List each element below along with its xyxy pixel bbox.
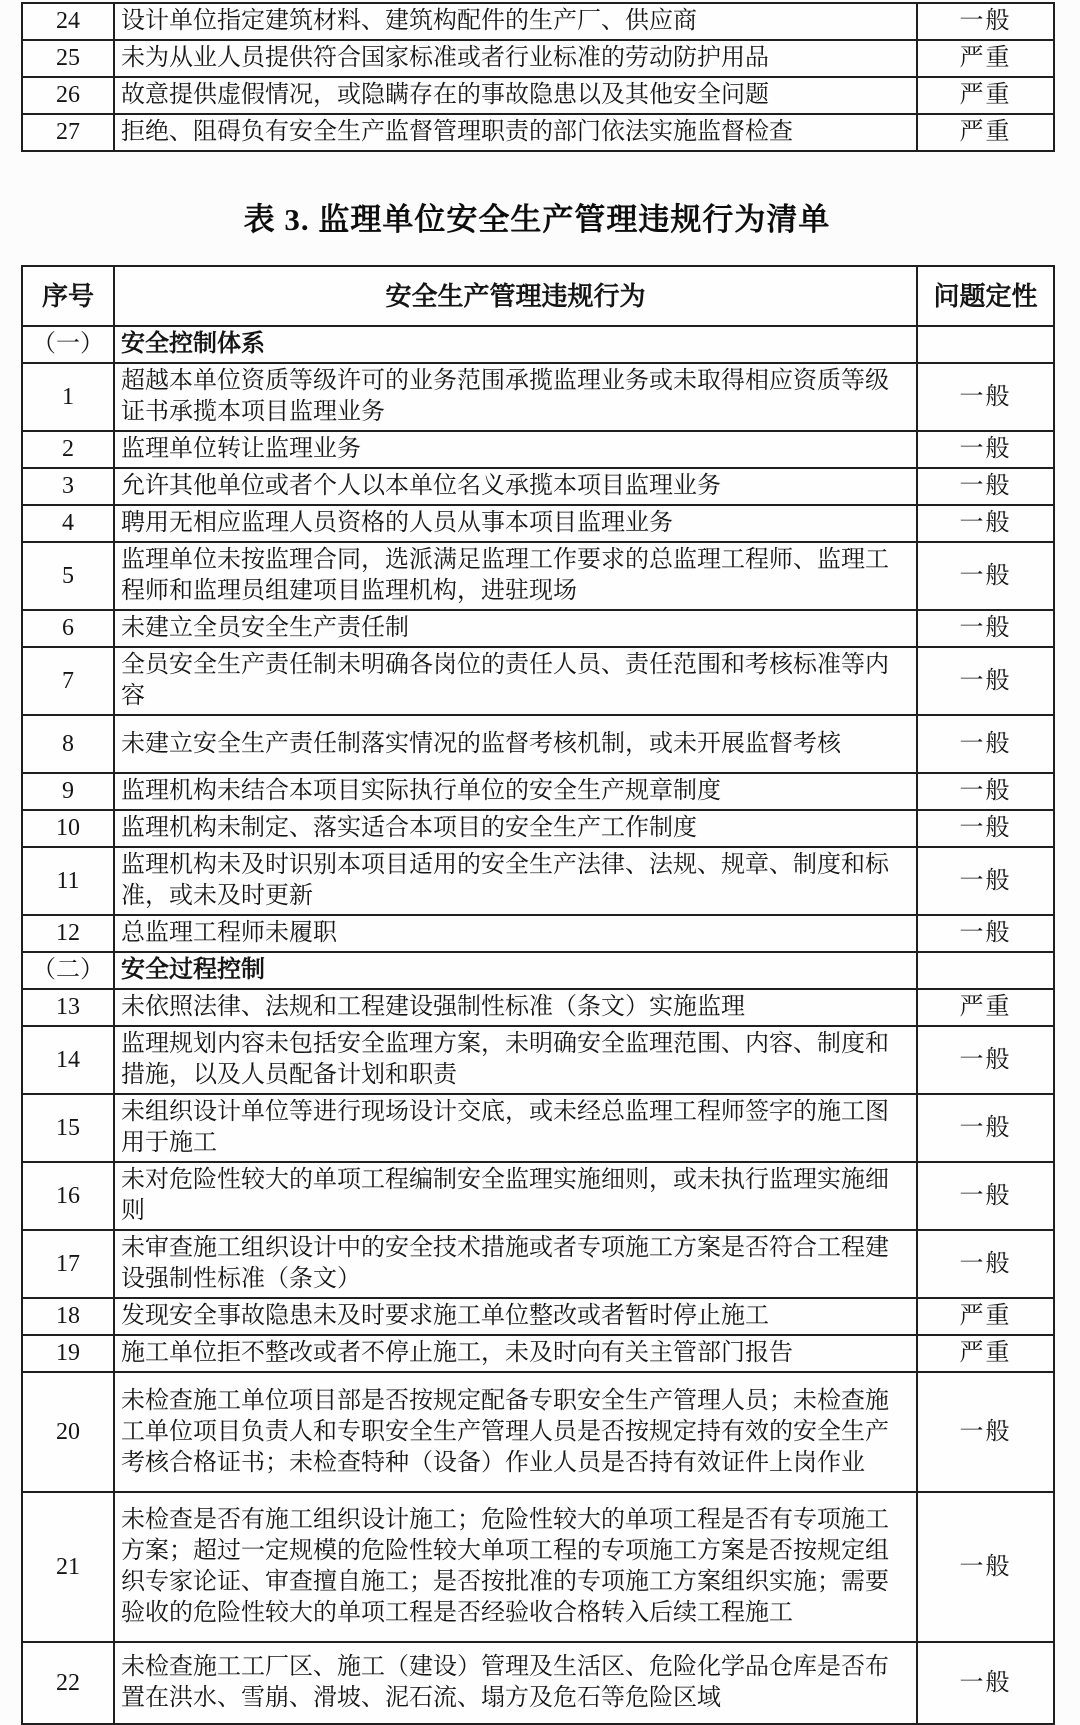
severity-cell: 严重 <box>917 114 1054 151</box>
table-row <box>22 1372 1054 1492</box>
table-row <box>22 610 1054 647</box>
behavior-cell: 安全控制体系 <box>114 326 917 363</box>
table-row <box>22 1162 1054 1230</box>
header-violation-behavior: 安全生产管理违规行为 <box>114 266 917 326</box>
header-serial-number: 序号 <box>22 266 114 326</box>
behavior-cell: 安全过程控制 <box>114 952 917 989</box>
behavior-cell: 监理机构未及时识别本项目适用的安全生产法律、法规、规章、制度和标准，或未及时更新 <box>114 847 917 915</box>
table-row <box>22 647 1054 715</box>
severity-cell: 一般 <box>917 3 1054 40</box>
severity-cell: 一般 <box>917 468 1054 505</box>
behavior-cell: 未建立安全生产责任制落实情况的监督考核机制，或未开展监督考核 <box>114 715 917 773</box>
behavior-cell: 未检查施工工厂区、施工（建设）管理及生活区、危险化学品仓库是否布置在洪水、雪崩、滑坡、泥石流、塌方及危石等危险区域 <box>114 1642 917 1724</box>
behavior-cell: 未组织设计单位等进行现场设计交底，或未经总监理工程师签字的施工图用于施工 <box>114 1094 917 1162</box>
table-row <box>22 847 1054 915</box>
section-row <box>22 952 1054 989</box>
table3-violation-table <box>21 265 1055 1725</box>
serial-cell: 21 <box>22 1492 114 1642</box>
serial-cell: 18 <box>22 1298 114 1335</box>
behavior-cell: 监理单位转让监理业务 <box>114 431 917 468</box>
behavior-cell: 允许其他单位或者个人以本单位名义承揽本项目监理业务 <box>114 468 917 505</box>
severity-cell: 一般 <box>917 1230 1054 1298</box>
severity-cell: 一般 <box>917 810 1054 847</box>
header-problem-severity: 问题定性 <box>917 266 1054 326</box>
severity-cell: 一般 <box>917 647 1054 715</box>
table-row <box>22 114 1054 151</box>
serial-cell: 26 <box>22 77 114 114</box>
severity-cell: 一般 <box>917 1094 1054 1162</box>
table-row <box>22 1642 1054 1724</box>
serial-cell: 22 <box>22 1642 114 1724</box>
serial-cell: 25 <box>22 40 114 77</box>
behavior-cell: 超越本单位资质等级许可的业务范围承揽监理业务或未取得相应资质等级证书承揽本项目监理业务 <box>114 363 917 431</box>
behavior-cell: 未建立全员安全生产责任制 <box>114 610 917 647</box>
serial-cell: 14 <box>22 1026 114 1094</box>
severity-cell: 一般 <box>917 1162 1054 1230</box>
table-row <box>22 1335 1054 1372</box>
severity-cell: 一般 <box>917 610 1054 647</box>
serial-cell: （一） <box>22 326 114 363</box>
severity-cell: 一般 <box>917 1026 1054 1094</box>
behavior-cell: 全员安全生产责任制未明确各岗位的责任人员、责任范围和考核标准等内容 <box>114 647 917 715</box>
table-row <box>22 77 1054 114</box>
serial-cell: 27 <box>22 114 114 151</box>
severity-cell: 一般 <box>917 505 1054 542</box>
behavior-cell: 设计单位指定建筑材料、建筑构配件的生产厂、供应商 <box>114 3 917 40</box>
serial-cell: 2 <box>22 431 114 468</box>
serial-cell: 10 <box>22 810 114 847</box>
behavior-cell: 未为从业人员提供符合国家标准或者行业标准的劳动防护用品 <box>114 40 917 77</box>
behavior-cell: 施工单位拒不整改或者不停止施工，未及时向有关主管部门报告 <box>114 1335 917 1372</box>
serial-cell: 16 <box>22 1162 114 1230</box>
behavior-cell: 发现安全事故隐患未及时要求施工单位整改或者暂时停止施工 <box>114 1298 917 1335</box>
table-row <box>22 915 1054 952</box>
behavior-cell: 监理规划内容未包括安全监理方案，未明确安全监理范围、内容、制度和措施，以及人员配备计划和职责 <box>114 1026 917 1094</box>
severity-cell: 一般 <box>917 847 1054 915</box>
severity-cell: 一般 <box>917 431 1054 468</box>
serial-cell: 9 <box>22 773 114 810</box>
behavior-cell: 未对危险性较大的单项工程编制安全监理实施细则，或未执行监理实施细则 <box>114 1162 917 1230</box>
serial-cell: 4 <box>22 505 114 542</box>
serial-cell: 11 <box>22 847 114 915</box>
behavior-cell: 监理单位未按监理合同，选派满足监理工作要求的总监理工程师、监理工程师和监理员组建项目监理机构，进驻现场 <box>114 542 917 610</box>
serial-cell: 24 <box>22 3 114 40</box>
severity-cell: 一般 <box>917 363 1054 431</box>
table-row <box>22 989 1054 1026</box>
behavior-cell: 聘用无相应监理人员资格的人员从事本项目监理业务 <box>114 505 917 542</box>
serial-cell: 15 <box>22 1094 114 1162</box>
severity-cell: 一般 <box>917 1642 1054 1724</box>
serial-cell: 8 <box>22 715 114 773</box>
severity-cell: 一般 <box>917 773 1054 810</box>
behavior-cell: 未检查施工单位项目部是否按规定配备专职安全生产管理人员；未检查施工单位项目负责人和专职安全生产管理人员是否按规定持有效的安全生产考核合格证书；未检查特种（设备）作业人员是否持有效证件上岗作业 <box>114 1372 917 1492</box>
serial-cell: 17 <box>22 1230 114 1298</box>
severity-cell: 一般 <box>917 715 1054 773</box>
severity-cell: 一般 <box>917 1372 1054 1492</box>
severity-cell: 严重 <box>917 989 1054 1026</box>
behavior-cell: 未检查是否有施工组织设计施工；危险性较大的单项工程是否有专项施工方案；超过一定规模的危险性较大单项工程的专项施工方案是否按规定组织专家论证、审查擅自施工；是否按批准的专项施工方案组织实施；需要验收的危险性较大的单项工程是否经验收合格转入后续工程施工 <box>114 1492 917 1642</box>
serial-cell: （二） <box>22 952 114 989</box>
table-row <box>22 505 1054 542</box>
behavior-cell: 监理机构未结合本项目实际执行单位的安全生产规章制度 <box>114 773 917 810</box>
table-header-row <box>22 266 1054 326</box>
serial-cell: 3 <box>22 468 114 505</box>
severity-cell <box>917 326 1054 363</box>
table-row <box>22 363 1054 431</box>
severity-cell: 一般 <box>917 915 1054 952</box>
table-row <box>22 1094 1054 1162</box>
table-row <box>22 773 1054 810</box>
serial-cell: 12 <box>22 915 114 952</box>
behavior-cell: 总监理工程师未履职 <box>114 915 917 952</box>
section-row <box>22 326 1054 363</box>
severity-cell: 严重 <box>917 40 1054 77</box>
behavior-cell: 未依照法律、法规和工程建设强制性标准（条文）实施监理 <box>114 989 917 1026</box>
behavior-cell: 拒绝、阻碍负有安全生产监督管理职责的部门依法实施监督检查 <box>114 114 917 151</box>
severity-cell: 一般 <box>917 542 1054 610</box>
table-row <box>22 810 1054 847</box>
serial-cell: 19 <box>22 1335 114 1372</box>
table-row <box>22 468 1054 505</box>
table3-title: 表 3. 监理单位安全生产管理违规行为清单 <box>243 202 831 237</box>
severity-cell: 严重 <box>917 77 1054 114</box>
severity-cell: 严重 <box>917 1298 1054 1335</box>
severity-cell: 一般 <box>917 1492 1054 1642</box>
table-row <box>22 40 1054 77</box>
table-row <box>22 1230 1054 1298</box>
behavior-cell: 未审查施工组织设计中的安全技术措施或者专项施工方案是否符合工程建设强制性标准（条文） <box>114 1230 917 1298</box>
table-row <box>22 431 1054 468</box>
table-row <box>22 1298 1054 1335</box>
behavior-cell: 故意提供虚假情况，或隐瞒存在的事故隐患以及其他安全问题 <box>114 77 917 114</box>
serial-cell: 1 <box>22 363 114 431</box>
table-row <box>22 1492 1054 1642</box>
severity-cell: 严重 <box>917 1335 1054 1372</box>
serial-cell: 5 <box>22 542 114 610</box>
table-row <box>22 1026 1054 1094</box>
severity-cell <box>917 952 1054 989</box>
serial-cell: 6 <box>22 610 114 647</box>
table-row <box>22 715 1054 773</box>
behavior-cell: 监理机构未制定、落实适合本项目的安全生产工作制度 <box>114 810 917 847</box>
serial-cell: 13 <box>22 989 114 1026</box>
table-row <box>22 3 1054 40</box>
table-row <box>22 542 1054 610</box>
serial-cell: 7 <box>22 647 114 715</box>
violation-table-continued <box>21 2 1055 152</box>
serial-cell: 20 <box>22 1372 114 1492</box>
